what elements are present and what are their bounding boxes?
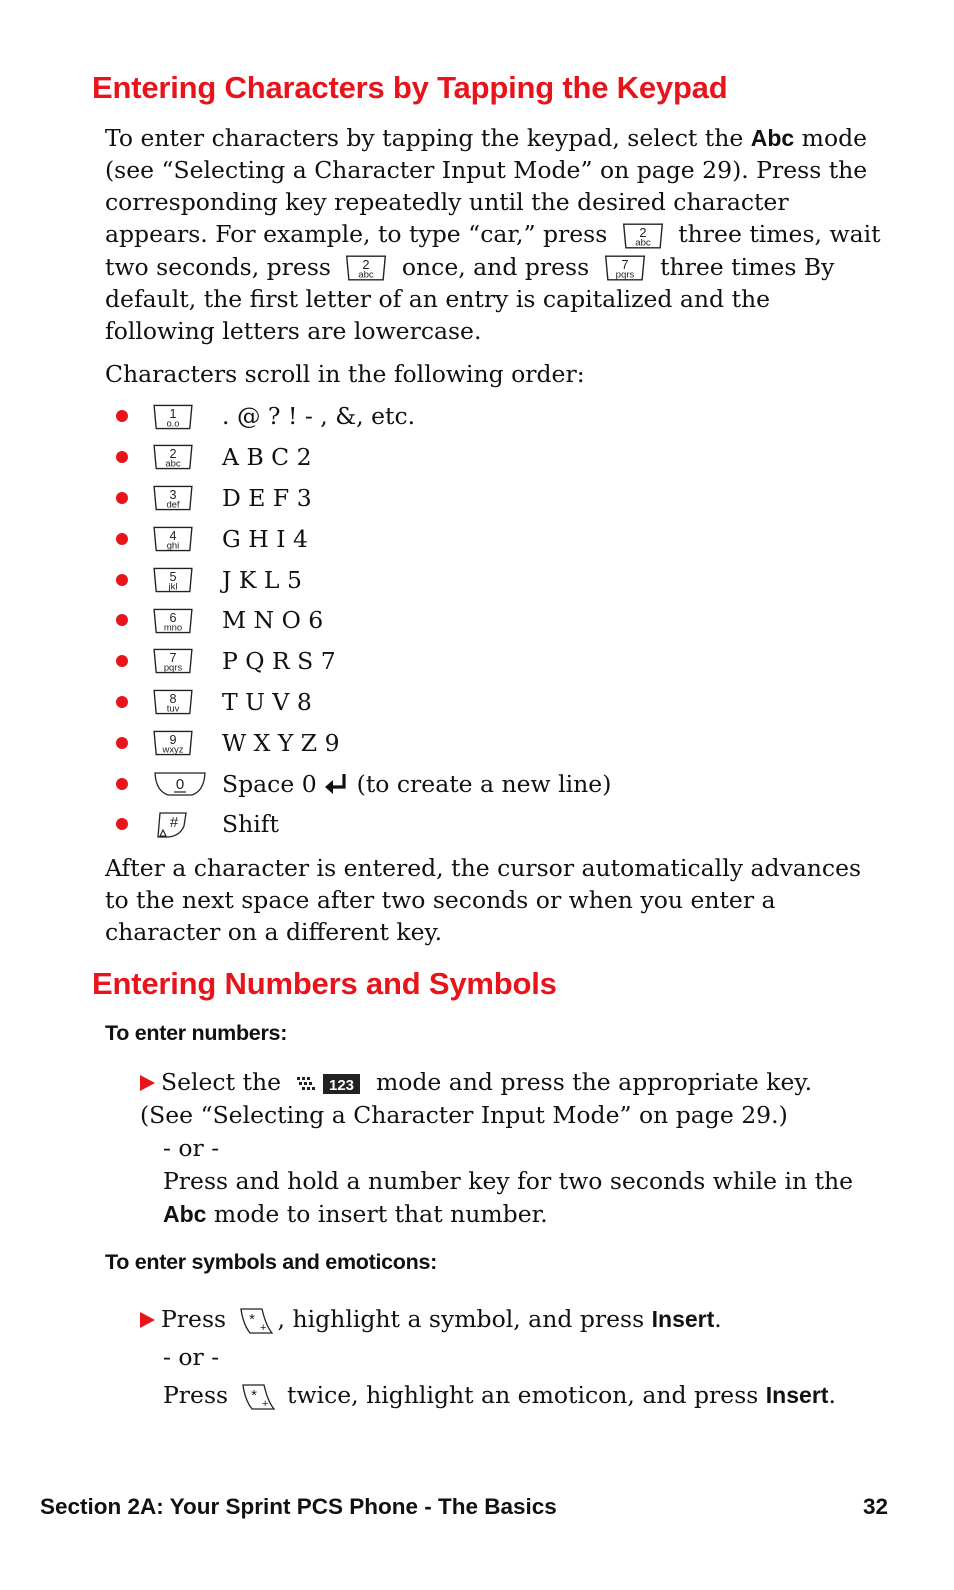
svg-text:2: 2: [639, 224, 647, 240]
symbols-subheading: To enter symbols and emoticons:: [105, 1250, 437, 1274]
numbers-step: Select the 123 mode and press the appropriate key. (See “Selecting a Character Input Mode” on page 29.) - or - Press and hold a number key for two seconds while in the Abc mode to insert that number.: [140, 1068, 854, 1228]
key-6-icon: [152, 606, 194, 636]
list-item: 7 pqrs P Q R S 7: [116, 641, 611, 682]
bullet-icon: [116, 451, 128, 463]
key-4-icon: [152, 524, 194, 554]
key-pound-shift-icon: [152, 810, 192, 840]
svg-text:3: 3: [169, 488, 177, 503]
key-5-icon: [152, 565, 194, 595]
bullet-icon: [116, 818, 128, 830]
key-2-icon: [621, 221, 665, 251]
svg-text:7: 7: [169, 651, 177, 666]
svg-text:#: #: [169, 813, 179, 831]
key-7-icon: [152, 646, 194, 676]
insert-label: Insert: [651, 1306, 715, 1332]
key-2-icon: [344, 253, 388, 283]
svg-text:1: 1: [169, 406, 177, 421]
bullet-icon: [116, 410, 128, 422]
svg-text:5: 5: [169, 569, 177, 584]
svg-text:o.o: o.o: [166, 418, 180, 430]
step-arrow-icon: [140, 1312, 155, 1328]
svg-text:abc: abc: [358, 269, 375, 281]
list-item: # Shift: [116, 804, 611, 845]
list-item: 0 Space 0 (to create a new line): [116, 763, 611, 804]
key-3-icon: [152, 483, 194, 513]
svg-text:wxyz: wxyz: [162, 744, 184, 756]
svg-text:+: +: [261, 1397, 268, 1410]
bullet-icon: [116, 533, 128, 545]
svg-text:2: 2: [362, 257, 370, 273]
key-star-icon: [238, 1306, 274, 1336]
list-item: 9 wxyz W X Y Z 9: [116, 722, 611, 763]
bullet-icon: [116, 574, 128, 586]
svg-text:+: +: [259, 1321, 266, 1334]
footer-page-number: 32: [862, 1494, 888, 1519]
key-star-icon: [240, 1382, 276, 1412]
insert-label: Insert: [765, 1382, 829, 1408]
bullet-icon: [116, 737, 128, 749]
svg-text:123: 123: [329, 1076, 355, 1094]
svg-text:tuv: tuv: [166, 703, 180, 715]
key-0-icon: [152, 770, 208, 798]
abc-mode-label: Abc: [750, 125, 795, 151]
step-arrow-icon: [140, 1075, 155, 1091]
scroll-order-intro: Characters scroll in the following order:: [105, 360, 585, 388]
return-arrow-icon: [323, 771, 349, 797]
key-character-list: [116, 396, 611, 845]
bullet-icon: [116, 492, 128, 504]
svg-text:jkl: jkl: [168, 581, 178, 593]
svg-text:abc: abc: [165, 458, 181, 470]
bullet-icon: [116, 696, 128, 708]
svg-text:0: 0: [175, 776, 185, 794]
svg-text:6: 6: [169, 610, 177, 625]
symbols-step: Press * + , highlight a symbol, and press Insert. - or - Press * + twice, highlight an emoticon, and press Insert.: [140, 1300, 870, 1414]
key-2-icon: [152, 442, 194, 472]
svg-text:pqrs: pqrs: [163, 662, 183, 674]
key-9-icon: [152, 728, 194, 758]
svg-text:*: *: [248, 1310, 255, 1328]
svg-text:2: 2: [169, 447, 177, 462]
bullet-icon: [116, 655, 128, 667]
svg-text:ghi: ghi: [166, 540, 180, 552]
section-title-tapping: Entering Characters by Tapping the Keypad: [92, 70, 728, 105]
svg-text:8: 8: [169, 692, 177, 707]
key-8-icon: [152, 687, 194, 717]
list-item: 8 tuv T U V 8: [116, 682, 611, 723]
svg-text:*: *: [250, 1386, 257, 1404]
list-item: 3 def D E F 3: [116, 478, 611, 519]
intro-paragraph: To enter characters by tapping the keypad, select the Abc mode (see “Selecting a Character Input Mode” on page 29). Press the corresponding key repeatedly until the desired character appears. For example, to type “car,” press 2 abc three times, wait two seconds, press 2 abc once, and press 7 pqrs three times By default, the first letter of an entry is capitalized and the following letters are lowercase.: [105, 124, 881, 345]
list-item: 1 o.o . @ ? ! - , &, etc.: [116, 396, 611, 437]
numbers-subheading: To enter numbers:: [105, 1021, 288, 1045]
key-7-icon: [603, 253, 647, 283]
cursor-advance-paragraph: After a character is entered, the cursor automatically advances to the next space after two seconds or when you enter a character on a different key.: [105, 854, 862, 946]
list-item: 5 jkl J K L 5: [116, 559, 611, 600]
footer-section-label: Section 2A: Your Sprint PCS Phone - The Basics: [40, 1494, 557, 1519]
list-item: 4 ghi G H I 4: [116, 518, 611, 559]
svg-text:7: 7: [621, 257, 629, 273]
list-item: 6 mno M N O 6: [116, 600, 611, 641]
abc-mode-label: Abc: [163, 1201, 207, 1227]
svg-text:mno: mno: [163, 622, 183, 634]
mode-123-icon: [294, 1072, 362, 1096]
svg-text:9: 9: [169, 733, 177, 748]
bullet-icon: [116, 778, 128, 790]
svg-text:abc: abc: [634, 237, 651, 249]
svg-text:def: def: [166, 499, 180, 511]
bullet-icon: [116, 614, 128, 626]
section-title-numbers-symbols: Entering Numbers and Symbols: [92, 966, 557, 1001]
key-1-icon: [152, 402, 194, 432]
list-item: 2 abc A B C 2: [116, 437, 611, 478]
svg-text:pqrs: pqrs: [615, 269, 634, 281]
svg-text:4: 4: [169, 529, 177, 544]
